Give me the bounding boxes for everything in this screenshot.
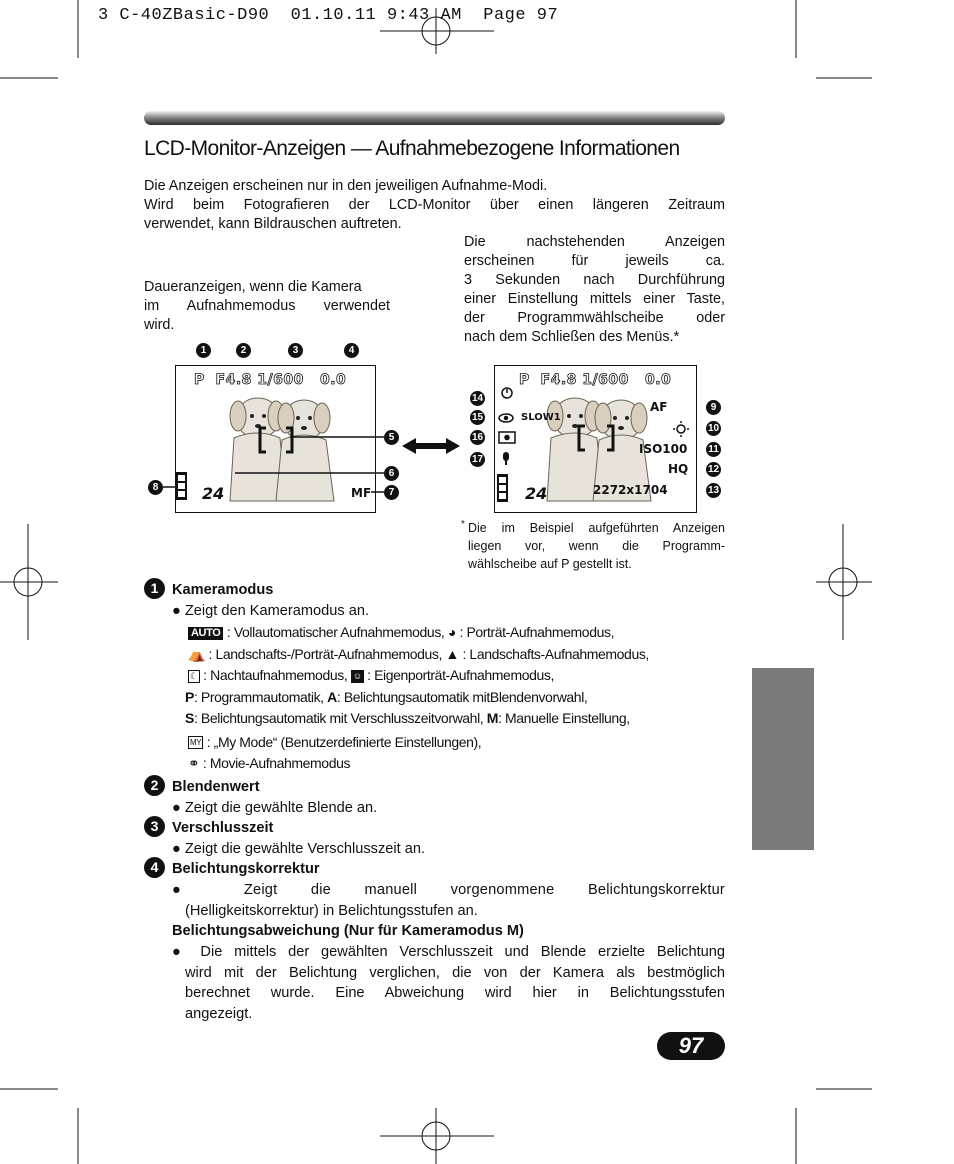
mode-line-6: MY : „My Mode“ (Benutzerdefinierte Einstellungen), — [190, 733, 482, 750]
mode-line-3: ☾ : Nachtaufnahmemodus, ☺ : Eigenporträt-Aufnahmemodus, — [190, 667, 554, 683]
section-1-bullet: ● Zeigt den Kameramodus an. — [172, 603, 370, 619]
chapter-side-tab — [752, 668, 814, 850]
marker-2: 2 — [236, 343, 251, 358]
lcd-info-line-right: P F4.8 1/600 0.0 — [519, 372, 672, 388]
section-number-2: 2 — [144, 775, 165, 796]
flash-redeye-icon — [499, 414, 513, 422]
landscape-icon: ▲ — [445, 645, 459, 662]
double-arrow-icon — [402, 438, 460, 454]
microphone-icon — [503, 452, 509, 465]
mode-line-7: ⚭ : Movie-Aufnahmemodus — [188, 755, 351, 771]
my-mode-icon: MY — [190, 738, 202, 748]
mode-line-5: S: Belichtungsautomatik mit Verschlusszeitvorwahl, M: Manuelle Einstellung, — [185, 710, 630, 726]
self-portrait-icon: ☺ — [352, 670, 362, 681]
section-number-4: 4 — [144, 857, 165, 878]
portrait-icon: ◕ — [447, 624, 456, 640]
marker-12: 12 — [707, 464, 720, 475]
auto-mode-icon: AUTO — [188, 627, 223, 640]
night-scene-icon: ☾ — [190, 670, 198, 681]
section-2-bullet: ● Zeigt die gewählte Blende an. — [172, 800, 378, 816]
marker-11: 11 — [706, 442, 721, 457]
wb-sun-icon — [673, 421, 689, 437]
movie-icon: ⚭ — [188, 755, 200, 771]
marker-17: 17 — [471, 454, 484, 465]
marker-5: 5 — [384, 430, 399, 445]
section-heading-1: Kameramodus — [172, 582, 274, 598]
section-number-1: 1 — [144, 578, 165, 599]
landscape-portrait-icon: ⛺ — [188, 645, 206, 662]
section-4-subheading: Belichtungsabweichung (Nur für Kameramodus M) — [172, 923, 524, 939]
section-4-bullet-2: ● Die mittels der gewählten Verschlusszeit und Blende erzielte Belichtung wird mit der Belichtung verglichen, die von der Kamera als bestmöglich berechnet wurde. Eine Abweichung wird hier in Belichtungsstufen angezeigt. — [172, 944, 725, 1022]
marker-1: 1 — [196, 343, 211, 358]
page-number: 97 — [657, 1032, 725, 1060]
metering-icon — [499, 432, 515, 443]
marker-10: 10 — [707, 423, 720, 434]
marker-6: 6 — [384, 466, 399, 481]
resolution-indicator: 2272x1704 — [593, 483, 668, 497]
section-4-bullet-1: ● Zeigt die manuell vorgenommene Belichtungskorrektur (Helligkeitskorrektur) in Belichtungsstufen an. — [172, 882, 725, 919]
marker-9: 9 — [706, 400, 721, 415]
frames-remaining: 24 — [202, 484, 225, 503]
marker-4: 4 — [344, 343, 359, 358]
section-number-3: 3 — [144, 816, 165, 837]
intro-text: Die Anzeigen erscheinen nur in den jeweiligen Aufnahme-Modi. Wird beim Fotografieren der LCD-Monitor über einen längeren Zeitraum verwendet, kann Bildrauschen auftreten. — [144, 178, 725, 232]
iso-indicator: ISO100 — [639, 442, 688, 456]
marker-13: 13 — [707, 485, 720, 496]
left-note: Daueranzeigen, wenn die Kamera im Aufnahmemodus verwendet wird. — [144, 279, 390, 333]
footnote-star: * — [461, 519, 465, 530]
print-header: 3 C-40ZBasic-D90 01.10.11 9:43 AM Page 97 — [98, 6, 559, 25]
marker-8: 8 — [148, 480, 163, 495]
section-3-bullet: ● Zeigt die gewählte Verschlusszeit an. — [172, 841, 425, 857]
right-note: Die nachstehenden Anzeigen erscheinen für jeweils ca. 3 Sekunden nach Durchführung einer Einstellung mittels einer Taste, der Programmwählscheibe oder nach dem Schließen des Menüs.* — [464, 234, 725, 345]
quality-indicator: HQ — [668, 462, 689, 476]
frames-remaining-right: 24 — [525, 484, 548, 503]
slow-sync-indicator: SLOW1 — [521, 412, 561, 423]
page-title: LCD-Monitor-Anzeigen — Aufnahmebezogene Informationen — [144, 137, 680, 160]
section-heading-4: Belichtungskorrektur — [172, 861, 320, 877]
mode-line-4: P: Programmautomatik, A: Belichtungsautomatik mitBlendenvorwahl, — [185, 688, 588, 705]
marker-15: 15 — [471, 412, 484, 423]
marker-16: 16 — [471, 432, 484, 443]
footnote-text: Die im Beispiel aufgeführten Anzeigen liegen vor, wenn die Programm- wählscheibe auf P gestellt ist. — [468, 521, 725, 571]
mode-list — [185, 622, 649, 775]
marker-14: 14 — [471, 393, 484, 404]
marker-3: 3 — [288, 343, 303, 358]
lcd-info-line: P F4.8 1/600 0.0 — [194, 372, 347, 388]
self-timer-icon — [502, 388, 512, 398]
mode-line-2: ⛺ : Landschafts-/Porträt-Aufnahmemodus, ▲ : Landschafts-Aufnahmemodus, — [188, 645, 649, 662]
marker-7: 7 — [384, 485, 399, 500]
manual-focus-indicator: MF — [351, 486, 372, 500]
lcd-screen-right — [494, 365, 697, 513]
section-heading-2: Blendenwert — [172, 779, 260, 795]
mode-line-1: AUTO : Vollautomatischer Aufnahmemodus, ◕ : Porträt-Aufnahmemodus, — [188, 622, 649, 644]
af-indicator: AF — [650, 400, 668, 414]
section-heading-3: Verschlusszeit — [172, 820, 274, 836]
